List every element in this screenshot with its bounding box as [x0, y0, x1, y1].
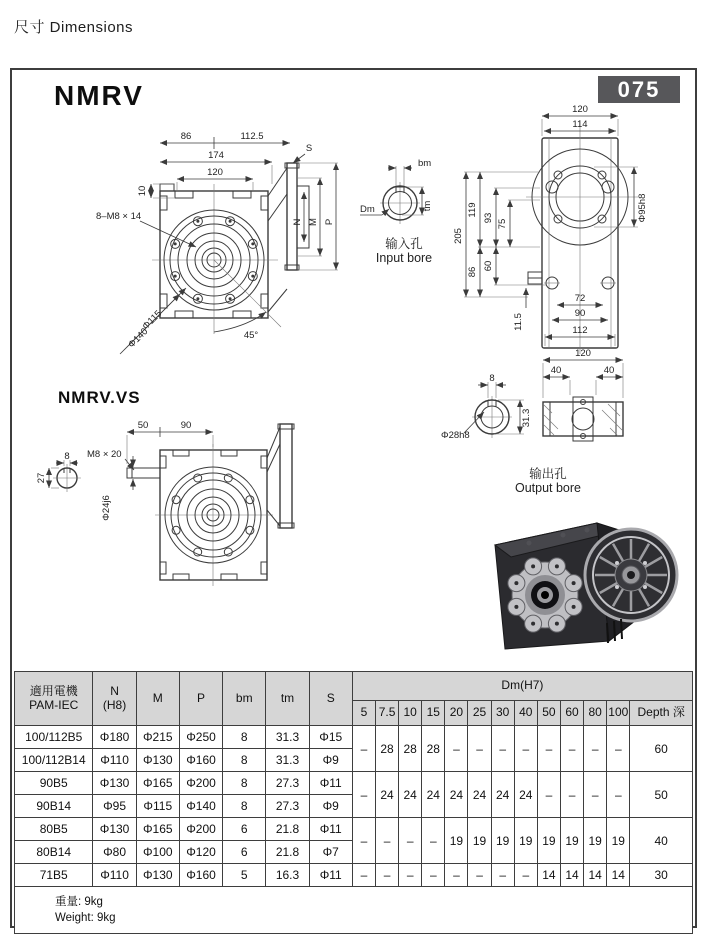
- dim-label: M: [308, 218, 319, 226]
- ratio-header: 5: [352, 701, 375, 726]
- dm-cell: 24: [514, 772, 537, 818]
- dm-cell: –: [607, 772, 630, 818]
- depth-cell: 60: [630, 726, 693, 772]
- caption-en: Input bore: [375, 251, 433, 265]
- ratio-header: 20: [445, 701, 468, 726]
- depth-cell: 50: [630, 772, 693, 818]
- dm-cell: 24: [491, 772, 514, 818]
- dim-label: 90: [574, 308, 586, 319]
- dimension-table: [14, 671, 693, 934]
- output-bore-drawing: [440, 340, 702, 495]
- nmrv-front-drawing: [94, 126, 344, 358]
- depth-cell: 30: [630, 864, 693, 887]
- dm-cell: –: [352, 864, 375, 887]
- spec-cell: 5: [223, 864, 266, 887]
- ratio-header: 50: [537, 701, 560, 726]
- dm-cell: –: [491, 726, 514, 772]
- dim-label: M8 × 20: [87, 449, 122, 460]
- dm-cell: –: [607, 726, 630, 772]
- dim-label: 31.3: [521, 408, 532, 428]
- ratio-header: 40: [514, 701, 537, 726]
- dim-label: 40: [603, 365, 615, 376]
- dm-cell: 14: [584, 864, 607, 887]
- bolt-note: 8–M8 × 14: [96, 211, 142, 222]
- dm-cell: –: [491, 864, 514, 887]
- spec-cell: 6: [223, 841, 266, 864]
- motor-model-cell: 100/112B5: [15, 726, 93, 749]
- dm-cell: 19: [537, 818, 560, 864]
- spec-cell: Φ130: [136, 864, 179, 887]
- spec-cell: Φ200: [179, 772, 222, 795]
- spec-cell: Φ160: [179, 749, 222, 772]
- spec-cell: 21.8: [266, 818, 309, 841]
- dm-cell: –: [445, 726, 468, 772]
- dim-label: Φ115: [140, 308, 165, 333]
- dim-label: 112.5: [240, 131, 264, 142]
- dim-label: tm: [422, 200, 433, 212]
- dim-label: 120: [207, 167, 223, 178]
- spec-cell: Φ110: [93, 864, 136, 887]
- dim-label: 90: [180, 420, 192, 431]
- spec-cell: Φ95: [93, 795, 136, 818]
- spec-cell: Φ9: [309, 795, 352, 818]
- spec-cell: 21.8: [266, 841, 309, 864]
- dm-cell: 19: [584, 818, 607, 864]
- dm-cell: –: [352, 726, 375, 772]
- spec-row: [15, 726, 693, 749]
- output-flange-wheel: [585, 529, 677, 621]
- dim-label: 174: [208, 150, 224, 161]
- spec-cell: Φ11: [309, 772, 352, 795]
- dim-label: 75: [497, 218, 508, 230]
- dm-cell: 28: [399, 726, 422, 772]
- weight-note: 重量: 9kg Weight: 9kg: [15, 887, 693, 934]
- dim-label: 112: [572, 325, 588, 336]
- spec-row: [15, 772, 693, 795]
- dim-label: Φ95h8: [637, 193, 648, 223]
- spec-cell: Φ80: [93, 841, 136, 864]
- dm-cell: 19: [491, 818, 514, 864]
- dm-cell: –: [399, 818, 422, 864]
- dm-cell: 24: [375, 772, 398, 818]
- dim-label: bm: [418, 158, 432, 169]
- rear-view-drawing: [452, 96, 704, 364]
- dim-label: 119: [467, 202, 478, 218]
- dm-cell: 19: [445, 818, 468, 864]
- spec-cell: 6: [223, 818, 266, 841]
- size-badge: 075: [598, 76, 680, 103]
- dm-cell: –: [375, 864, 398, 887]
- spec-cell: 27.3: [266, 772, 309, 795]
- dim-label: S: [305, 143, 313, 154]
- motor-model-cell: 100/112B14: [15, 749, 93, 772]
- spec-cell: Φ115: [136, 795, 179, 818]
- motor-model-cell: 80B14: [15, 841, 93, 864]
- dim-label: 114: [572, 119, 588, 130]
- dm-cell: –: [560, 772, 583, 818]
- dm-cell: –: [352, 818, 375, 864]
- dim-label: 86: [467, 266, 478, 278]
- spec-cell: Φ215: [136, 726, 179, 749]
- dim-label: 27: [36, 472, 47, 484]
- spec-cell: 31.3: [266, 749, 309, 772]
- spec-cell: Φ160: [179, 864, 222, 887]
- motor-model-cell: 71B5: [15, 864, 93, 887]
- dm-cell: 19: [514, 818, 537, 864]
- dim-label: 93: [483, 212, 494, 224]
- dim-label: 86: [180, 131, 192, 142]
- spec-cell: Φ130: [93, 772, 136, 795]
- dim-label: 10: [137, 185, 148, 197]
- content-frame: [10, 68, 697, 928]
- dm-cell: –: [468, 864, 491, 887]
- dm-cell: –: [514, 726, 537, 772]
- spec-cell: 16.3: [266, 864, 309, 887]
- spec-cell: Φ120: [179, 841, 222, 864]
- spec-cell: Φ11: [309, 864, 352, 887]
- dm-cell: –: [584, 726, 607, 772]
- dm-cell: 14: [537, 864, 560, 887]
- output-shaft-section: [543, 397, 623, 441]
- dm-cell: –: [560, 726, 583, 772]
- spec-cell: 8: [223, 726, 266, 749]
- dm-cell: 24: [422, 772, 445, 818]
- ratio-header: 25: [468, 701, 491, 726]
- vs-model-title: NMRV.VS: [58, 388, 141, 407]
- spec-cell: 8: [223, 795, 266, 818]
- spec-table-body: [15, 726, 693, 887]
- dm-cell: –: [375, 818, 398, 864]
- motor-model-cell: 80B5: [15, 818, 93, 841]
- side-view: [268, 163, 309, 312]
- spec-cell: 31.3: [266, 726, 309, 749]
- col-header-bm: bm: [223, 672, 266, 726]
- page-title: 尺寸 Dimensions: [14, 19, 134, 36]
- spec-cell: Φ130: [136, 749, 179, 772]
- dm-cell: –: [445, 864, 468, 887]
- dim-label: N: [292, 218, 303, 226]
- dim-label: P: [324, 218, 335, 226]
- dm-cell: –: [422, 864, 445, 887]
- dm-cell: –: [352, 772, 375, 818]
- dm-cell: 19: [607, 818, 630, 864]
- col-header-m: M: [136, 672, 179, 726]
- ratio-header: 10: [399, 701, 422, 726]
- col-header-pam: 適用電機 PAM-IEC: [15, 672, 93, 726]
- dim-label: 8: [64, 451, 70, 462]
- dm-cell: 24: [445, 772, 468, 818]
- dm-cell: 19: [560, 818, 583, 864]
- dim-label: 205: [453, 228, 464, 244]
- ratio-header: 30: [491, 701, 514, 726]
- dim-label: 8: [489, 373, 495, 384]
- dm-cell: 28: [422, 726, 445, 772]
- dim-label: 72: [574, 293, 586, 304]
- spec-cell: Φ250: [179, 726, 222, 749]
- col-header-dm: Dm(H7): [352, 672, 692, 701]
- col-header-s: S: [309, 672, 352, 726]
- dim-label: 120: [575, 348, 591, 359]
- spec-cell: Φ165: [136, 772, 179, 795]
- dm-cell: –: [537, 726, 560, 772]
- spec-cell: 8: [223, 772, 266, 795]
- dim-label: Dm: [360, 204, 375, 215]
- caption-en: Output bore: [514, 481, 582, 495]
- dim-label: Φ28h8: [441, 430, 470, 441]
- spec-row: [15, 818, 693, 841]
- spec-cell: Φ15: [309, 726, 352, 749]
- ratio-header: 15: [422, 701, 445, 726]
- dim-label: Φ24j6: [101, 495, 112, 521]
- dm-cell: 14: [560, 864, 583, 887]
- dm-cell: 24: [468, 772, 491, 818]
- col-header-p: P: [179, 672, 222, 726]
- caption-zh: 输入孔: [385, 237, 423, 251]
- spec-cell: Φ140: [179, 795, 222, 818]
- ratio-header: 100: [607, 701, 630, 726]
- spec-cell: Φ100: [136, 841, 179, 864]
- spec-cell: 27.3: [266, 795, 309, 818]
- caption-zh: 输出孔: [529, 467, 567, 481]
- model-title: NMRV: [54, 80, 144, 111]
- dm-cell: 24: [399, 772, 422, 818]
- dm-cell: –: [584, 772, 607, 818]
- depth-cell: 40: [630, 818, 693, 864]
- spec-cell: Φ11: [309, 818, 352, 841]
- output-flange-side: [267, 424, 294, 528]
- ratio-header: 60: [560, 701, 583, 726]
- nmrv-vs-drawing: [35, 414, 305, 632]
- spec-cell: Φ9: [309, 749, 352, 772]
- spec-cell: Φ165: [136, 818, 179, 841]
- col-header-n: N (H8): [93, 672, 136, 726]
- spec-cell: Φ110: [93, 749, 136, 772]
- spec-cell: Φ130: [93, 818, 136, 841]
- dm-cell: –: [422, 818, 445, 864]
- motor-model-cell: 90B5: [15, 772, 93, 795]
- dim-label: 50: [137, 420, 149, 431]
- dm-cell: 28: [375, 726, 398, 772]
- motor-model-cell: 90B14: [15, 795, 93, 818]
- dim-label: 45°: [243, 330, 259, 341]
- ratio-header: 80: [584, 701, 607, 726]
- dm-cell: 14: [607, 864, 630, 887]
- dm-cell: –: [399, 864, 422, 887]
- dim-label: 120: [572, 104, 588, 115]
- ratio-header: 7.5: [375, 701, 398, 726]
- spec-cell: Φ180: [93, 726, 136, 749]
- spec-cell: 8: [223, 749, 266, 772]
- depth-header: Depth 深: [630, 701, 693, 726]
- weight-row: [15, 887, 693, 934]
- dim-label: Φ140: [126, 326, 151, 351]
- dm-cell: –: [468, 726, 491, 772]
- spec-cell: Φ7: [309, 841, 352, 864]
- dm-cell: –: [514, 864, 537, 887]
- dm-cell: 19: [468, 818, 491, 864]
- dm-cell: –: [537, 772, 560, 818]
- product-photo: [485, 503, 683, 659]
- dim-label: 11.5: [513, 313, 524, 331]
- col-header-tm: tm: [266, 672, 309, 726]
- dim-label: 40: [550, 365, 562, 376]
- dim-label: 60: [483, 260, 494, 272]
- spec-cell: Φ200: [179, 818, 222, 841]
- spec-row: [15, 864, 693, 887]
